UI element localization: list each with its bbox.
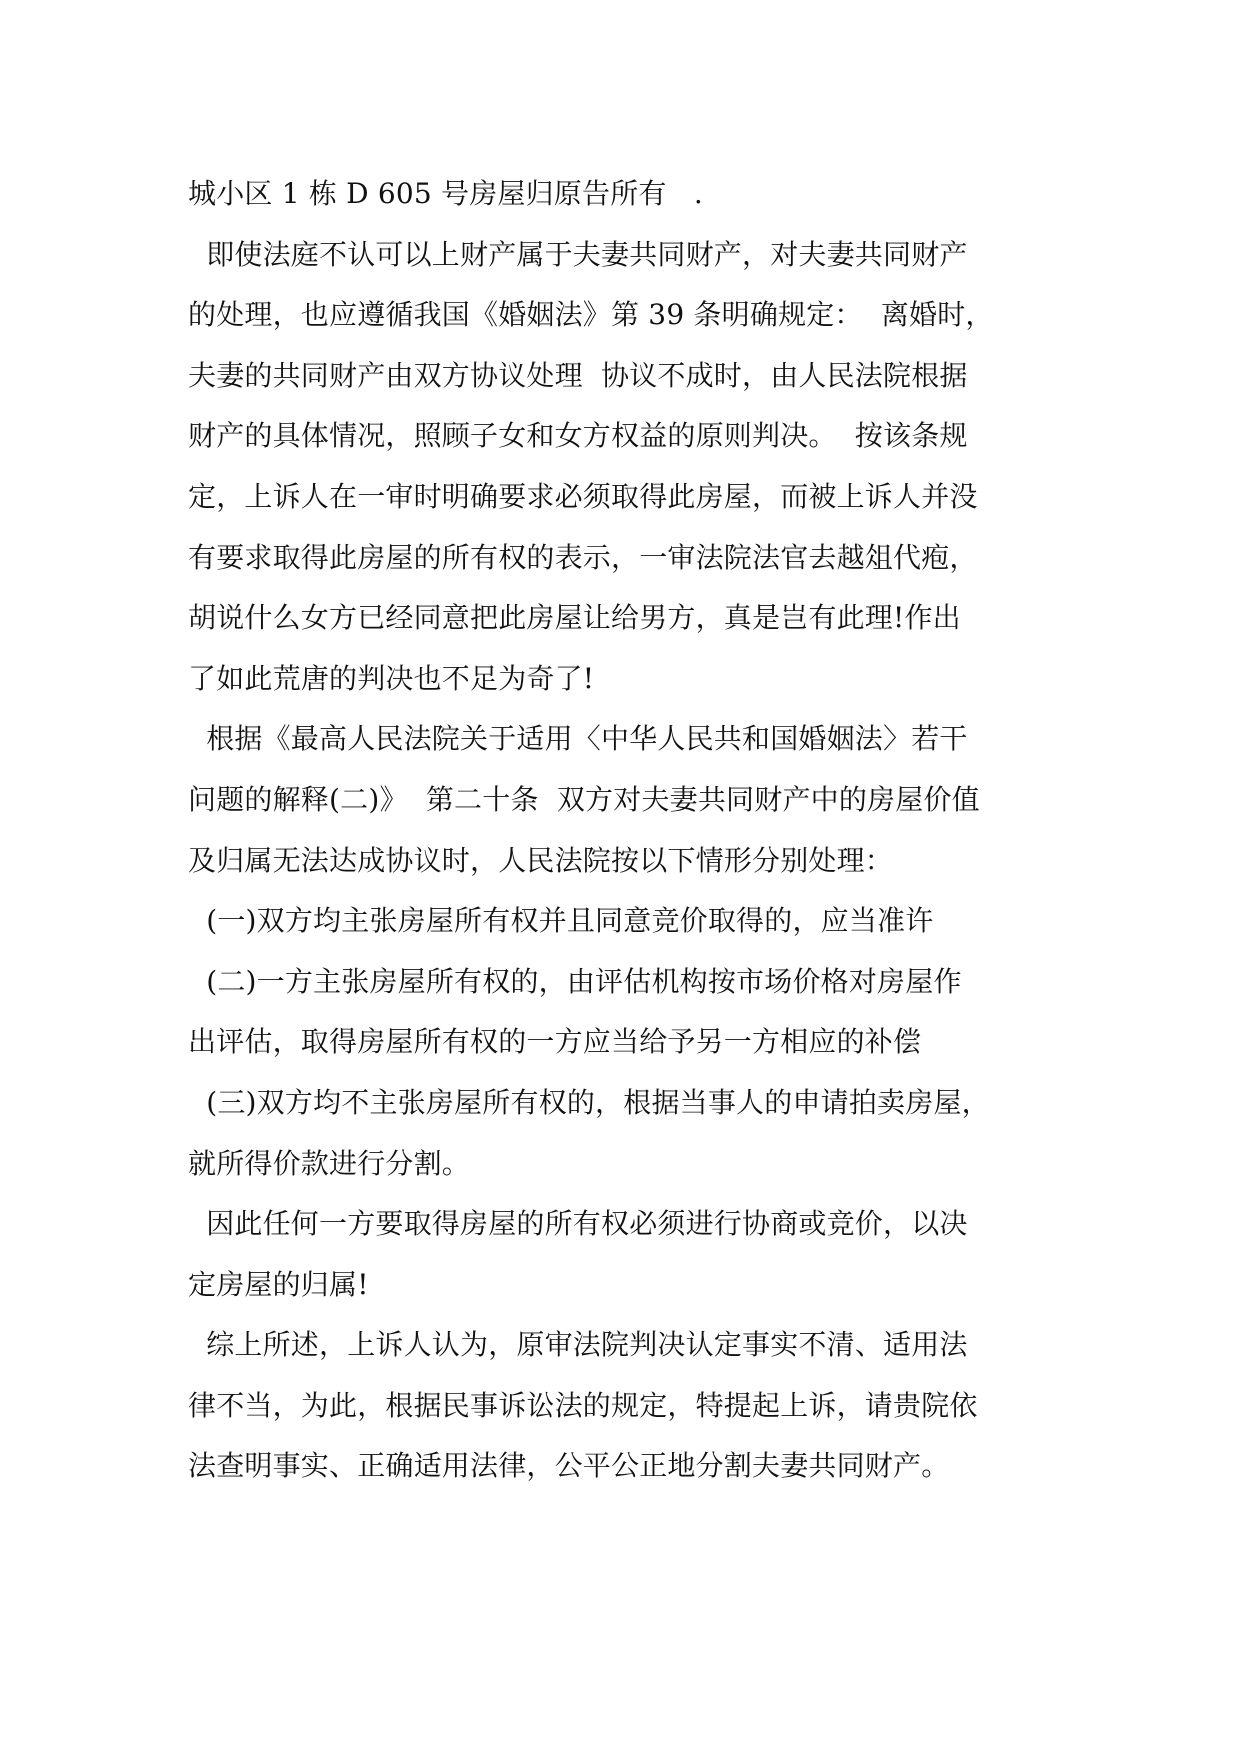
text-line: 律不当，为此，根据民事诉讼法的规定，特提起上诉，请贵院依 xyxy=(188,1388,978,1422)
text-line: 定房屋的归属! xyxy=(188,1267,369,1301)
text-line: 城小区 1 栋 D 605 号房屋归原告所有 . xyxy=(188,177,704,210)
text-line: 定，上诉人在一审时明确要求必须取得此房屋，而被上诉人并没 xyxy=(188,479,978,513)
text-line: 法查明事实、正确适用法律，公平公正地分割夫妻共同财产。 xyxy=(188,1449,950,1483)
text-line: 综上所述，上诉人认为，原审法院判决认定事实不清、适用法 xyxy=(188,1328,968,1362)
text-line: 根据《最高人民法院关于适用〈中华人民共和国婚姻法〉若干 xyxy=(188,722,968,756)
text-line: (三)双方均不主张房屋所有权的，根据当事人的申请拍卖房屋， xyxy=(188,1085,990,1119)
text-line: 有要求取得此房屋的所有权的表示，一审法院法官去越俎代疱， xyxy=(188,540,978,574)
text-line: 的处理，也应遵循我国《婚姻法》第 39 条明确规定： 离婚时， xyxy=(188,298,994,332)
document-body xyxy=(188,164,1058,1497)
text-line: (一)双方均主张房屋所有权并且同意竞价取得的，应当准许 xyxy=(188,904,934,938)
text-line: 及归属无法达成协议时，人民法院按以下情形分别处理： xyxy=(188,843,894,877)
text-line: 了如此荒唐的判决也不足为奇了! xyxy=(188,661,595,695)
text-line: 因此任何一方要取得房屋的所有权必须进行协商或竞价，以决 xyxy=(188,1207,968,1241)
text-line: 出评估，取得房屋所有权的一方应当给予另一方相应的补偿 xyxy=(188,1025,922,1059)
text-line: 胡说什么女方已经同意把此房屋让给男方，真是岂有此理!作出 xyxy=(188,601,961,635)
text-line: (二)一方主张房屋所有权的，由评估机构按市场价格对房屋作 xyxy=(188,964,962,998)
text-line: 问题的解释(二)》 第二十条 双方对夫妻共同财产中的房屋价值 xyxy=(188,782,980,816)
text-line: 夫妻的共同财产由双方协议处理 协议不成时，由人民法院根据 xyxy=(188,358,968,392)
text-line: 财产的具体情况，照顾子女和女方权益的原则判决。 按该条规 xyxy=(188,419,968,453)
text-line: 就所得价款进行分割。 xyxy=(188,1146,471,1180)
text-line: 即使法庭不认可以上财产属于夫妻共同财产，对夫妻共同财产 xyxy=(188,237,968,271)
